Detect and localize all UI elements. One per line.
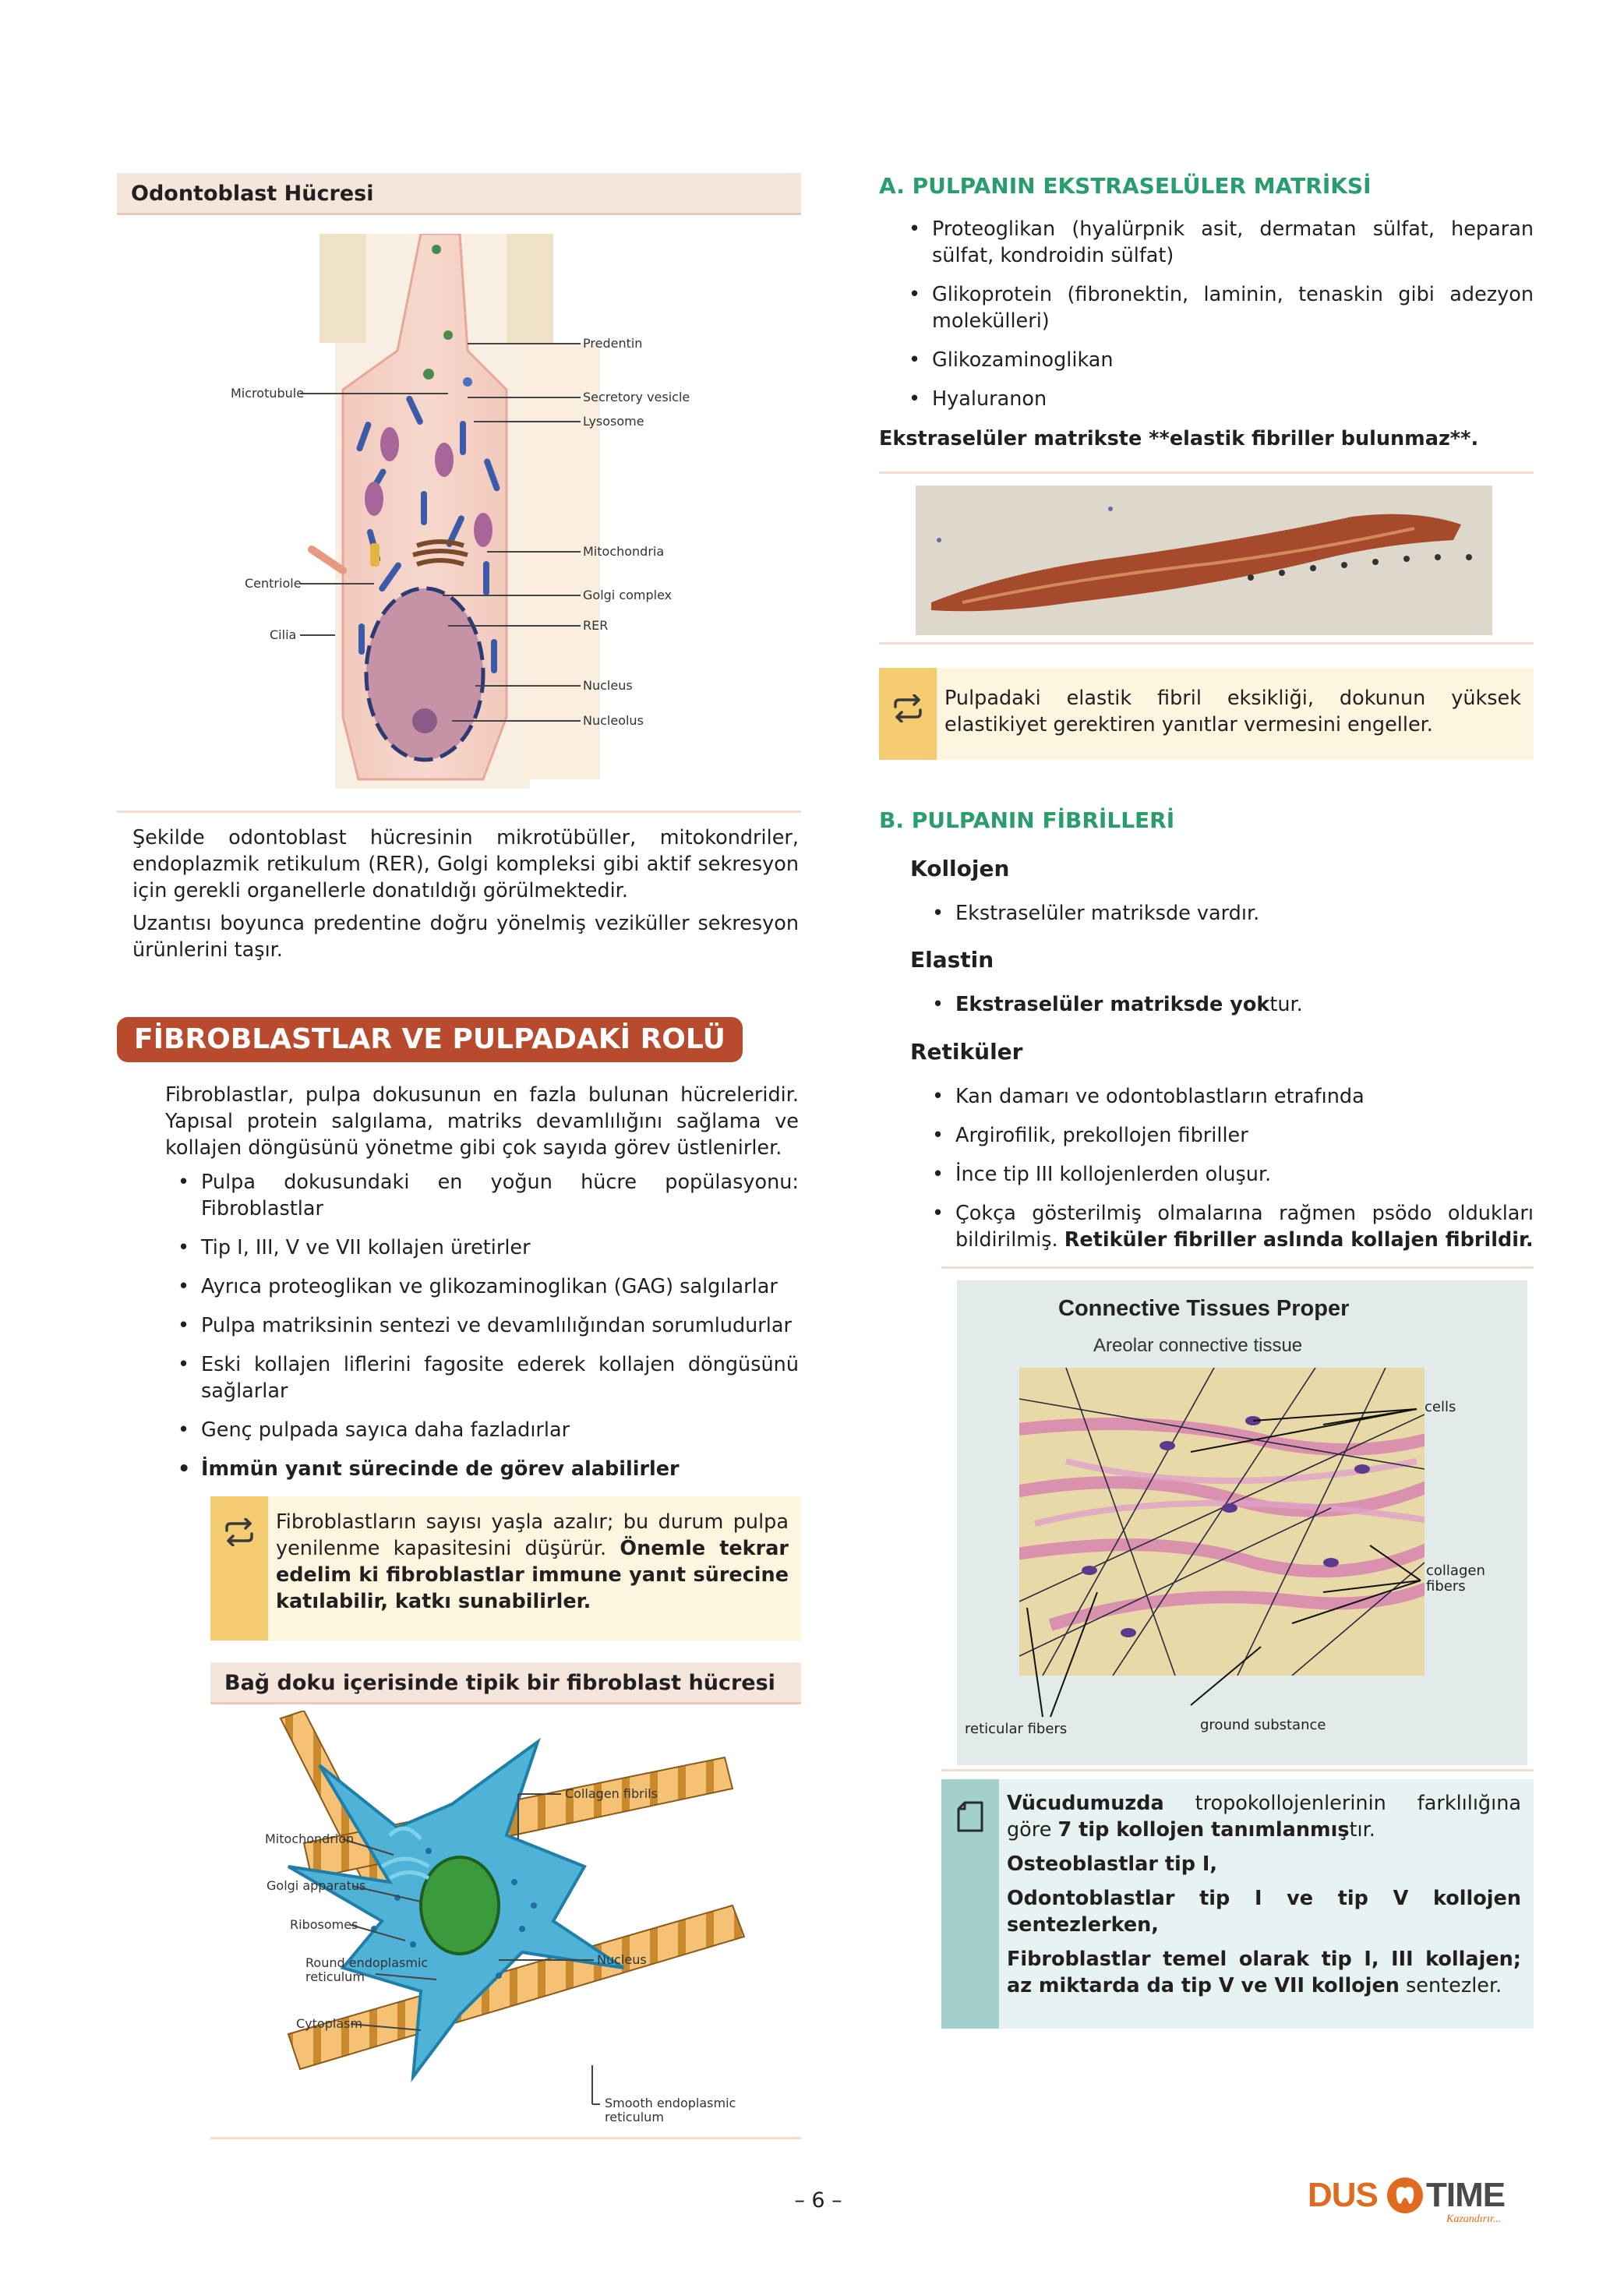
- note-line: Osteoblastlar tip I,: [1007, 1852, 1218, 1876]
- divider: [117, 811, 801, 813]
- divider: [879, 471, 1534, 474]
- note-text: Fibroblastların sayısı yaşla azalır; bu durum pulpa yenilenme kapasitesini düşürür.: [276, 1510, 789, 1560]
- list-item: • İmmün yanıt sürecinde de görev alabilirler: [178, 1457, 680, 1481]
- label-mitochondrion: Mitochondrion: [265, 1831, 355, 1846]
- label-smooth-er: Smooth endoplasmic reticulum: [605, 2096, 736, 2124]
- section-a-bullet-list: [902, 216, 1534, 425]
- odontoblast-paragraph-1: Şekilde odontoblast hücresinin mikrotübüller, mitokondriler, endoplazmik retikulum (RER), Golgi kompleksi gibi aktif sekresyon için gerekli organellerle donatıldığı görülmektedir.: [132, 826, 799, 902]
- list-item: • Argirofilik, prekollojen fibriller: [932, 1124, 1248, 1147]
- list-item: • Tip I, III, V ve VII kollajen üretirler: [178, 1236, 531, 1259]
- label-nucleus: Nucleus: [583, 678, 633, 693]
- list-item: • İnce tip III kollojenlerden oluşur.: [932, 1163, 1272, 1186]
- list-item: • Ekstraselüler matriksde vardır.: [932, 902, 1260, 925]
- repeat-icon: [891, 694, 925, 722]
- divider: [879, 642, 1534, 645]
- odontoblast-paragraph-2: Uzantısı boyunca predentine doğru yönelmiş veziküller sekresyon ürünlerini taşır.: [132, 912, 799, 962]
- retikuler-list: [926, 1083, 1534, 1266]
- divider: [210, 2137, 801, 2139]
- list-item: • Kan damarı ve odontoblastların etrafında: [932, 1085, 1365, 1108]
- ct-figure-subtitle: Areolar connective tissue: [1093, 1335, 1303, 1356]
- repeat-icon: [222, 1518, 256, 1546]
- note-emphasis: Önemle tekrar edelim ki fibroblastlar immune yanıt sürecine katılabilir, katkı sunabilirler.: [276, 1537, 789, 1613]
- list-item: • Çokça gösterilmiş olmalarına rağmen psödo oldukları bildirilmiş. Retiküler fibriller aslında kollajen fibrildir.: [932, 1202, 1534, 1252]
- retikuler-heading: Retiküler: [910, 1039, 1023, 1065]
- ct-label-collagen: collagen fibers: [1426, 1563, 1485, 1595]
- ct-label-cells: cells: [1425, 1399, 1456, 1415]
- fibroblast-cell-title: Bağ doku içerisinde tipik bir fibroblast hücresi: [210, 1662, 801, 1704]
- ct-label-reticular: reticular fibers: [965, 1721, 1068, 1737]
- elastic-fiber-image: [916, 486, 1492, 635]
- logo-time: TIME: [1426, 2176, 1506, 2214]
- label-centriole: Centriole: [245, 576, 302, 591]
- kollojen-heading: Kollojen: [910, 856, 1010, 881]
- label-mitochondria: Mitochondria: [583, 544, 665, 559]
- fibroblast-leader-lines: [0, 1754, 857, 2128]
- list-item: • Pulpa dokusundaki en yoğun hücre popülasyonu: Fibroblastlar: [178, 1171, 799, 1220]
- page-number: – 6 –: [794, 2188, 842, 2213]
- list-item: • Eski kollajen liflerini fagosite ederek kollajen döngüsünü sağlarlar: [178, 1353, 799, 1403]
- elastin-list: [926, 991, 1534, 1030]
- label-cytoplasm: Cytoplasm: [296, 2016, 363, 2031]
- dustime-logo: [1308, 2174, 1541, 2230]
- section-a-note: Ekstraselüler matrikste **elastik fibriller bulunmaz**.: [879, 427, 1479, 450]
- logo-dus: DUS: [1308, 2176, 1378, 2214]
- label-ribosomes: Ribosomes: [290, 1917, 358, 1932]
- label-lysosome: Lysosome: [583, 414, 644, 429]
- kollojen-list: [926, 900, 1534, 939]
- connective-tissue-figure: [957, 1280, 1527, 1765]
- logo-tagline: Kazandırır...: [1446, 2213, 1502, 2225]
- divider: [941, 1266, 1534, 1269]
- elastin-heading: Elastin: [910, 947, 994, 973]
- label-nucleolus: Nucleolus: [583, 713, 644, 728]
- ct-leader-lines: [957, 1280, 1527, 1765]
- label-rer: RER: [583, 618, 609, 633]
- label-cilia: Cilia: [270, 627, 297, 642]
- odontoblast-section-title: Odontoblast Hücresi: [117, 173, 801, 215]
- label-golgi: Golgi complex: [583, 588, 673, 602]
- list-item: • Ekstraselüler matriksde yoktur.: [932, 993, 1303, 1016]
- ct-figure-title: Connective Tissues Proper: [1058, 1296, 1350, 1321]
- note-line: Vücudumuzda tropokollojenlerinin farklılığına göre 7 tip kollojen tanımlanmıştır.: [1007, 1792, 1521, 1842]
- label-nucleus-fibro: Nucleus: [597, 1952, 647, 1967]
- note-text: Pulpadaki elastik fibril eksikliği, dokunun yüksek elastikiyet gerektiren yanıtlar vermesini engeller.: [944, 687, 1521, 736]
- list-item: • Ayrıca proteoglikan ve glikozaminoglikan (GAG) salgılarlar: [178, 1275, 778, 1298]
- ct-label-ground: ground substance: [1200, 1717, 1326, 1733]
- list-item: • Hyaluranon: [909, 387, 1047, 411]
- odontoblast-cell-figure: [226, 234, 709, 789]
- list-item: • Glikoprotein (fibronektin, laminin, tenaskin gibi adezyon molekülleri): [909, 283, 1534, 333]
- label-golgi-apparatus: Golgi apparatus: [267, 1878, 366, 1893]
- list-item: • Glikozaminoglikan: [909, 348, 1114, 372]
- label-microtubule: Microtubule: [231, 386, 305, 401]
- label-predentin: Predentin: [583, 336, 643, 351]
- collagen-types-note-box: [941, 1779, 1534, 2029]
- tooth-icon: [1386, 2176, 1425, 2215]
- label-round-er: Round endoplasmic reticulum: [305, 1955, 429, 1984]
- document-icon: [957, 1801, 983, 1832]
- section-b-title: B. PULPANIN FİBRİLLERİ: [879, 807, 1175, 833]
- label-secretory-vesicle: Secretory vesicle: [583, 390, 690, 404]
- fibroblast-intro: Fibroblastlar, pulpa dokusunun en fazla bulunan hücreleridir. Yapısal protein salgılama, matriks devamlılığını sağlama ve kollajen döngüsünü yönetme gibi çok sayıda görev üstlenirler.: [165, 1083, 799, 1160]
- note-line: Fibroblastlar temel olarak tip I, III kollajen; az miktarda da tip V ve VII kollojen sentezler.: [1007, 1948, 1521, 1997]
- list-item: • Genç pulpada sayıca daha fazladırlar: [178, 1418, 570, 1442]
- list-item: • Pulpa matriksinin sentezi ve devamlılığından sorumludurlar: [178, 1314, 792, 1337]
- label-collagen-fibrils: Collagen fibrils: [565, 1786, 658, 1801]
- elastic-note-box: [879, 668, 1534, 760]
- note-line: Odontoblastlar tip I ve tip V kollojen sentezlerken,: [1007, 1887, 1521, 1937]
- fibroblast-note-box: [210, 1496, 801, 1641]
- fibroblast-bullet-list: [171, 1169, 799, 1495]
- divider: [941, 1769, 1534, 1771]
- section-a-title: A. PULPANIN EKSTRASELÜLER MATRİKSİ: [879, 173, 1372, 199]
- fibroblast-section-heading: FİBROBLASTLAR VE PULPADAKİ ROLÜ: [117, 1017, 743, 1062]
- list-item: • Proteoglikan (hyalürpnik asit, dermatan sülfat, heparan sülfat, kondroidin sülfat): [909, 217, 1534, 267]
